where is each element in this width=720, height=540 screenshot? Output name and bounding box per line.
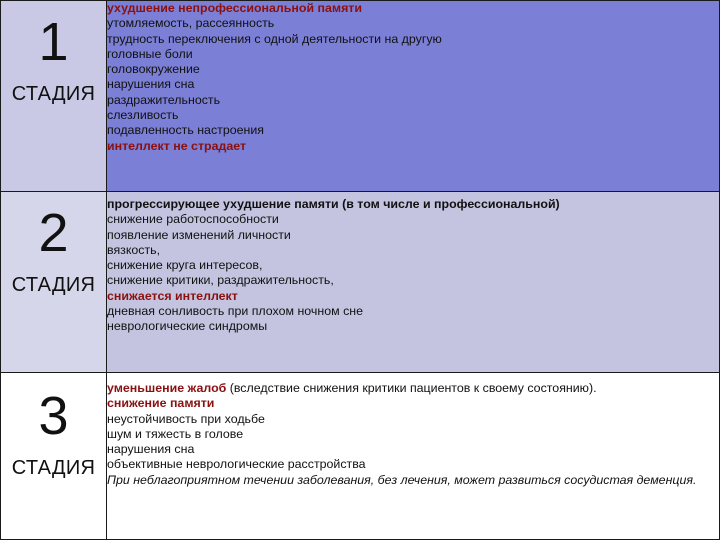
symptom-line: подавленность настроения bbox=[107, 123, 264, 138]
symptom-line: слезливость bbox=[107, 108, 179, 123]
symptom-line: дневная сонливость при плохом ночном сне bbox=[107, 304, 363, 319]
symptom-line: При неблагоприятном течении заболевания, без лечения, может развиться сосудистая деменция. bbox=[107, 472, 697, 487]
symptom-line: утомляемость, рассеянность bbox=[107, 16, 275, 31]
stage-symptoms-cell bbox=[107, 1, 720, 192]
stage-word: СТАДИЯ bbox=[11, 83, 96, 105]
symptom-line: снижение критики, раздражительность, bbox=[107, 273, 334, 288]
stage-word: СТАДИЯ bbox=[11, 457, 96, 479]
stage-number: 2 bbox=[38, 203, 69, 263]
symptom-line: прогрессирующее ухудшение памяти (в том числе и профессиональной) bbox=[107, 197, 560, 211]
symptom-line: неустойчивость при ходьбе bbox=[107, 411, 265, 426]
symptom-line: объективные неврологические расстройства bbox=[107, 457, 366, 472]
symptom-line: снижение памяти bbox=[107, 396, 215, 411]
stage-number: 1 bbox=[38, 12, 69, 72]
symptom-line: трудность переключения с одной деятельности на другую bbox=[107, 31, 442, 46]
stage-label-cell bbox=[1, 1, 107, 192]
stage-word: СТАДИЯ bbox=[11, 274, 96, 296]
stage-symptoms-cell bbox=[107, 373, 720, 540]
symptom-line: головные боли bbox=[107, 46, 193, 61]
symptom-line: шум и тяжесть в голове bbox=[107, 426, 244, 441]
symptom-line: снижается интеллект bbox=[107, 288, 238, 303]
symptom-line: раздражительность bbox=[107, 92, 221, 107]
symptom-line: снижение работоспособности bbox=[107, 212, 279, 227]
stage-number: 3 bbox=[38, 386, 69, 446]
stage-label-cell bbox=[1, 192, 107, 373]
symptom-line bbox=[107, 381, 719, 396]
symptom-line: головокружение bbox=[107, 62, 200, 77]
symptom-line-rest: (вследствие снижения критики пациентов к своему состоянию). bbox=[226, 381, 597, 395]
symptom-line: нарушения сна bbox=[107, 442, 195, 457]
symptom-line: снижение круга интересов, bbox=[107, 258, 263, 273]
symptom-line: ухудшение непрофессиональной памяти bbox=[107, 1, 362, 15]
symptom-line: неврологические синдромы bbox=[107, 319, 268, 334]
symptom-line-emphasis: уменьшение жалоб bbox=[107, 381, 227, 395]
stage-row-2 bbox=[1, 192, 720, 373]
symptom-line: нарушения сна bbox=[107, 77, 195, 92]
stage-row-1 bbox=[1, 1, 720, 192]
stage-symptoms-cell bbox=[107, 192, 720, 373]
stage-label-cell bbox=[1, 373, 107, 540]
symptom-line: интеллект не страдает bbox=[107, 138, 247, 153]
symptom-line: вязкость, bbox=[107, 242, 161, 257]
symptom-line: появление изменений личности bbox=[107, 227, 291, 242]
stage-row-3 bbox=[1, 373, 720, 540]
